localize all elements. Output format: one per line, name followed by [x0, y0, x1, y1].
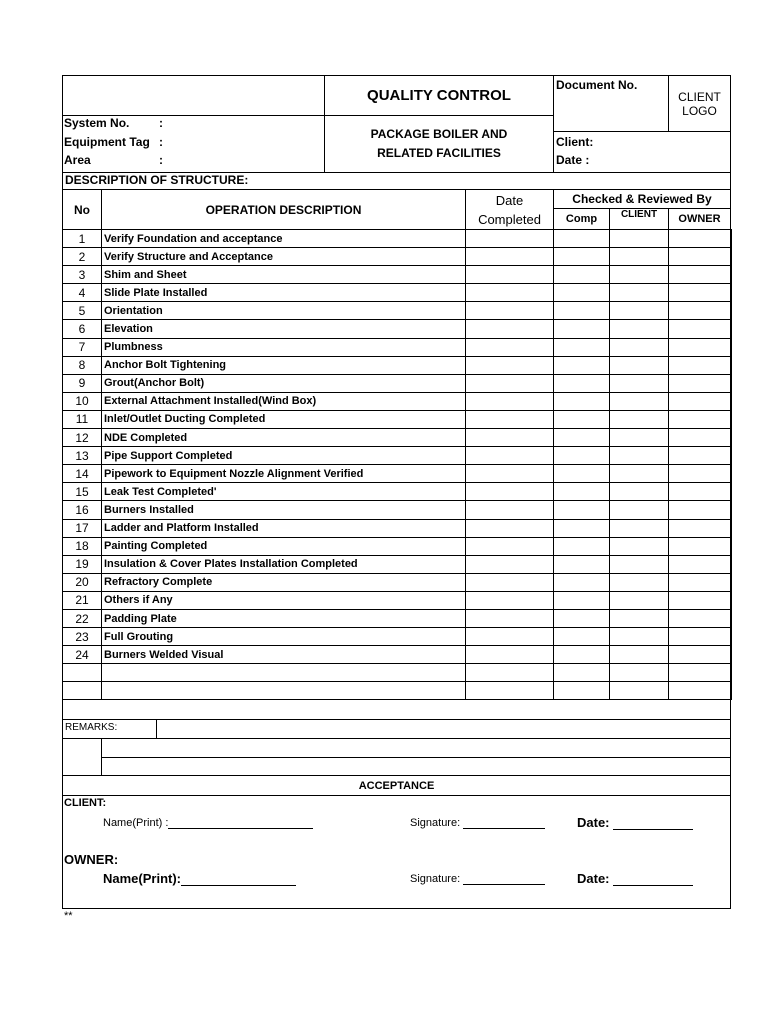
- operation-description: [102, 664, 466, 682]
- operation-description: Pipe Support Completed: [102, 447, 466, 465]
- owner-cell[interactable]: [669, 483, 732, 501]
- table-row: [63, 356, 732, 374]
- date-completed-cell[interactable]: [466, 410, 554, 428]
- owner-cell[interactable]: [669, 374, 732, 392]
- client-cell[interactable]: [610, 465, 669, 483]
- owner-cell[interactable]: [669, 320, 732, 338]
- comp-cell[interactable]: [554, 628, 610, 646]
- row-number: 15: [63, 483, 102, 501]
- comp-cell[interactable]: [554, 465, 610, 483]
- operation-description: Orientation: [102, 302, 466, 320]
- col-comp: Comp: [553, 208, 610, 230]
- table-row: [63, 682, 732, 700]
- date-completed-cell[interactable]: [466, 537, 554, 555]
- equipment-tag-label: Equipment Tag: [64, 135, 150, 149]
- table-row: [63, 429, 732, 447]
- col-owner: OWNER: [668, 208, 731, 230]
- operation-description: NDE Completed: [102, 429, 466, 447]
- operation-description: Pipework to Equipment Nozzle Alignment Verified: [102, 465, 466, 483]
- table-row: [63, 646, 732, 664]
- date-completed-cell[interactable]: [466, 284, 554, 302]
- table-row: [63, 248, 732, 266]
- table-row: [63, 465, 732, 483]
- date-completed-cell[interactable]: [466, 320, 554, 338]
- comp-cell[interactable]: [554, 320, 610, 338]
- row-number: 3: [63, 266, 102, 284]
- client-cell[interactable]: [610, 266, 669, 284]
- operation-description: Leak Test Completed': [102, 483, 466, 501]
- owner-cell[interactable]: [669, 555, 732, 573]
- operation-description: Refractory Complete: [102, 573, 466, 591]
- row-number: 17: [63, 519, 102, 537]
- name-label: Name(Print):: [103, 871, 182, 886]
- owner-section-label: OWNER:: [64, 852, 119, 867]
- table-row: [63, 591, 732, 609]
- operation-description: Elevation: [102, 320, 466, 338]
- table-row: [63, 555, 732, 573]
- operation-description: Others if Any: [102, 591, 466, 609]
- col-no: No: [62, 189, 102, 230]
- form-title: QUALITY CONTROL: [324, 75, 554, 116]
- date-completed-cell[interactable]: [466, 248, 554, 266]
- equipment-info: [62, 115, 325, 173]
- date-completed-cell[interactable]: [466, 447, 554, 465]
- owner-cell[interactable]: [669, 646, 732, 664]
- table-row: [63, 573, 732, 591]
- row-number: 16: [63, 501, 102, 519]
- date-completed-cell[interactable]: [466, 609, 554, 627]
- table-row: [63, 410, 732, 428]
- comp-cell[interactable]: [554, 483, 610, 501]
- row-number: 4: [63, 284, 102, 302]
- footer-note: **: [64, 910, 73, 922]
- date-label: Date:: [577, 815, 610, 830]
- comp-cell[interactable]: [554, 664, 610, 682]
- owner-cell[interactable]: [669, 230, 732, 248]
- table-row: [63, 483, 732, 501]
- area-label: Area: [64, 153, 91, 167]
- owner-cell[interactable]: [669, 609, 732, 627]
- system-no-label: System No.: [64, 116, 130, 130]
- row-number: 19: [63, 555, 102, 573]
- operation-description: [102, 682, 466, 700]
- date-completed-cell[interactable]: [466, 429, 554, 447]
- owner-cell[interactable]: [669, 429, 732, 447]
- comp-cell[interactable]: [554, 646, 610, 664]
- comp-cell[interactable]: [554, 573, 610, 591]
- client-cell[interactable]: [610, 591, 669, 609]
- comp-cell[interactable]: [554, 374, 610, 392]
- client-cell[interactable]: [610, 429, 669, 447]
- table-row: [63, 501, 732, 519]
- date-completed-cell[interactable]: [466, 392, 554, 410]
- row-number: 5: [63, 302, 102, 320]
- col-date-completed: Date Completed: [465, 189, 554, 230]
- owner-cell[interactable]: [669, 410, 732, 428]
- client-date-field[interactable]: [577, 815, 693, 830]
- row-number: 13: [63, 447, 102, 465]
- table-row: [63, 338, 732, 356]
- row-number: 23: [63, 628, 102, 646]
- operation-description: Inlet/Outlet Ducting Completed: [102, 410, 466, 428]
- table-row: [63, 284, 732, 302]
- operation-description: Grout(Anchor Bolt): [102, 374, 466, 392]
- date-completed-cell[interactable]: [466, 465, 554, 483]
- owner-cell[interactable]: [669, 628, 732, 646]
- comp-cell[interactable]: [554, 447, 610, 465]
- table-row: [63, 302, 732, 320]
- comp-cell[interactable]: [554, 537, 610, 555]
- table-row: [63, 537, 732, 555]
- comp-cell[interactable]: [554, 410, 610, 428]
- operation-description: Verify Foundation and acceptance: [102, 230, 466, 248]
- owner-cell[interactable]: [669, 682, 732, 700]
- date-completed-cell[interactable]: [466, 591, 554, 609]
- comp-cell[interactable]: [554, 230, 610, 248]
- client-label: Client:: [556, 135, 594, 149]
- date-completed-cell[interactable]: [466, 356, 554, 374]
- operation-description: Anchor Bolt Tightening: [102, 356, 466, 374]
- owner-cell[interactable]: [669, 465, 732, 483]
- date-completed-cell[interactable]: [466, 230, 554, 248]
- client-name-field[interactable]: [103, 817, 313, 829]
- blank-cell: [62, 75, 325, 116]
- comp-cell[interactable]: [554, 248, 610, 266]
- comp-cell[interactable]: [554, 356, 610, 374]
- date-completed-cell[interactable]: [466, 338, 554, 356]
- client-cell[interactable]: [610, 609, 669, 627]
- colon: :: [159, 135, 163, 149]
- table-row: [63, 628, 732, 646]
- row-number: 14: [63, 465, 102, 483]
- owner-cell[interactable]: [669, 356, 732, 374]
- client-cell[interactable]: [610, 392, 669, 410]
- table-row: [63, 230, 732, 248]
- comp-cell[interactable]: [554, 302, 610, 320]
- client-cell[interactable]: [610, 356, 669, 374]
- date-completed-cell[interactable]: [466, 664, 554, 682]
- date-completed-cell[interactable]: [466, 628, 554, 646]
- row-number: 24: [63, 646, 102, 664]
- comp-cell[interactable]: [554, 609, 610, 627]
- table-row: [63, 664, 732, 682]
- client-cell[interactable]: [610, 628, 669, 646]
- name-label: Name(Print) :: [103, 817, 169, 829]
- owner-cell[interactable]: [669, 591, 732, 609]
- owner-cell[interactable]: [669, 266, 732, 284]
- comp-cell[interactable]: [554, 392, 610, 410]
- operation-description: Full Grouting: [102, 628, 466, 646]
- document-no: Document No.: [553, 75, 669, 132]
- row-number: 9: [63, 374, 102, 392]
- remarks-line-2[interactable]: [101, 738, 731, 758]
- comp-cell[interactable]: [554, 682, 610, 700]
- comp-cell[interactable]: [554, 591, 610, 609]
- client-cell[interactable]: [610, 302, 669, 320]
- remarks-line-3[interactable]: [101, 757, 731, 776]
- table-row: [63, 447, 732, 465]
- operations-table: [62, 229, 732, 700]
- owner-cell[interactable]: [669, 519, 732, 537]
- client-date-box: [553, 131, 731, 173]
- operation-description: Ladder and Platform Installed: [102, 519, 466, 537]
- comp-cell[interactable]: [554, 501, 610, 519]
- row-number: 10: [63, 392, 102, 410]
- operation-description: Insulation & Cover Plates Installation Completed: [102, 555, 466, 573]
- owner-cell[interactable]: [669, 338, 732, 356]
- owner-cell[interactable]: [669, 447, 732, 465]
- row-number: 20: [63, 573, 102, 591]
- date-completed-cell[interactable]: [466, 374, 554, 392]
- remarks-line-1[interactable]: [156, 719, 731, 739]
- date-completed-cell[interactable]: [466, 555, 554, 573]
- table-row: [63, 519, 732, 537]
- date-completed-cell[interactable]: [466, 573, 554, 591]
- colon: :: [159, 153, 163, 167]
- operation-description: Verify Structure and Acceptance: [102, 248, 466, 266]
- table-row: [63, 320, 732, 338]
- row-number: 18: [63, 537, 102, 555]
- colon: :: [159, 116, 163, 130]
- table-row: [63, 609, 732, 627]
- col-operation: OPERATION DESCRIPTION: [101, 189, 466, 230]
- signature-label: Signature:: [410, 873, 461, 885]
- owner-signature-field[interactable]: [410, 873, 545, 885]
- client-cell[interactable]: [610, 374, 669, 392]
- row-number: 22: [63, 609, 102, 627]
- row-number: 2: [63, 248, 102, 266]
- operation-description: External Attachment Installed(Wind Box): [102, 392, 466, 410]
- operation-description: Slide Plate Installed: [102, 284, 466, 302]
- client-cell[interactable]: [610, 555, 669, 573]
- comp-cell[interactable]: [554, 284, 610, 302]
- owner-date-field[interactable]: [577, 871, 693, 886]
- row-number: 11: [63, 410, 102, 428]
- owner-cell[interactable]: [669, 537, 732, 555]
- owner-cell[interactable]: [669, 284, 732, 302]
- checked-reviewed-by: Checked & Reviewed By: [553, 189, 731, 209]
- operation-description: Painting Completed: [102, 537, 466, 555]
- comp-cell[interactable]: [554, 429, 610, 447]
- date-label: Date:: [577, 871, 610, 886]
- owner-name-field[interactable]: [103, 871, 296, 886]
- operation-description: Padding Plate: [102, 609, 466, 627]
- comp-cell[interactable]: [554, 266, 610, 284]
- operation-description: Burners Welded Visual: [102, 646, 466, 664]
- client-cell[interactable]: [610, 410, 669, 428]
- client-section-label: CLIENT:: [64, 797, 107, 809]
- owner-cell[interactable]: [669, 573, 732, 591]
- acceptance-title: ACCEPTANCE: [62, 775, 731, 796]
- client-cell[interactable]: [610, 646, 669, 664]
- operation-description: Shim and Sheet: [102, 266, 466, 284]
- comp-cell[interactable]: [554, 519, 610, 537]
- date-completed-cell[interactable]: [466, 302, 554, 320]
- row-number: 12: [63, 429, 102, 447]
- form-subtitle: PACKAGE BOILER AND RELATED FACILITIES: [324, 115, 554, 173]
- client-cell[interactable]: [610, 537, 669, 555]
- row-number: 7: [63, 338, 102, 356]
- row-number: 21: [63, 591, 102, 609]
- row-number: [63, 664, 102, 682]
- date-completed-cell[interactable]: [466, 501, 554, 519]
- date-completed-cell[interactable]: [466, 682, 554, 700]
- client-cell[interactable]: [610, 519, 669, 537]
- date-completed-cell[interactable]: [466, 483, 554, 501]
- owner-cell[interactable]: [669, 501, 732, 519]
- row-number: 6: [63, 320, 102, 338]
- description-of-structure: DESCRIPTION OF STRUCTURE:: [62, 172, 731, 190]
- client-cell[interactable]: [610, 501, 669, 519]
- owner-cell[interactable]: [669, 664, 732, 682]
- client-cell[interactable]: [610, 483, 669, 501]
- client-cell[interactable]: [610, 664, 669, 682]
- signature-label: Signature:: [410, 817, 461, 829]
- client-logo: CLIENT LOGO: [668, 75, 731, 132]
- operation-description: Burners Installed: [102, 501, 466, 519]
- client-cell[interactable]: [610, 284, 669, 302]
- table-row: [63, 392, 732, 410]
- owner-cell[interactable]: [669, 392, 732, 410]
- table-row: [63, 266, 732, 284]
- row-number: 8: [63, 356, 102, 374]
- client-cell[interactable]: [610, 248, 669, 266]
- date-label: Date :: [556, 153, 590, 167]
- owner-cell[interactable]: [669, 302, 732, 320]
- date-completed-cell[interactable]: [466, 519, 554, 537]
- client-cell[interactable]: [610, 447, 669, 465]
- owner-cell[interactable]: [669, 248, 732, 266]
- comp-cell[interactable]: [554, 338, 610, 356]
- operation-description: Plumbness: [102, 338, 466, 356]
- client-cell[interactable]: [610, 320, 669, 338]
- row-number: [63, 682, 102, 700]
- row-number: 1: [63, 230, 102, 248]
- date-completed-cell[interactable]: [466, 646, 554, 664]
- client-cell[interactable]: [610, 338, 669, 356]
- col-client: CLIENT: [609, 208, 669, 230]
- remarks-label: REMARKS:: [62, 719, 157, 739]
- date-completed-cell[interactable]: [466, 266, 554, 284]
- client-cell[interactable]: [610, 230, 669, 248]
- client-cell[interactable]: [610, 573, 669, 591]
- client-signature-field[interactable]: [410, 817, 545, 829]
- client-cell[interactable]: [610, 682, 669, 700]
- comp-cell[interactable]: [554, 555, 610, 573]
- table-row: [63, 374, 732, 392]
